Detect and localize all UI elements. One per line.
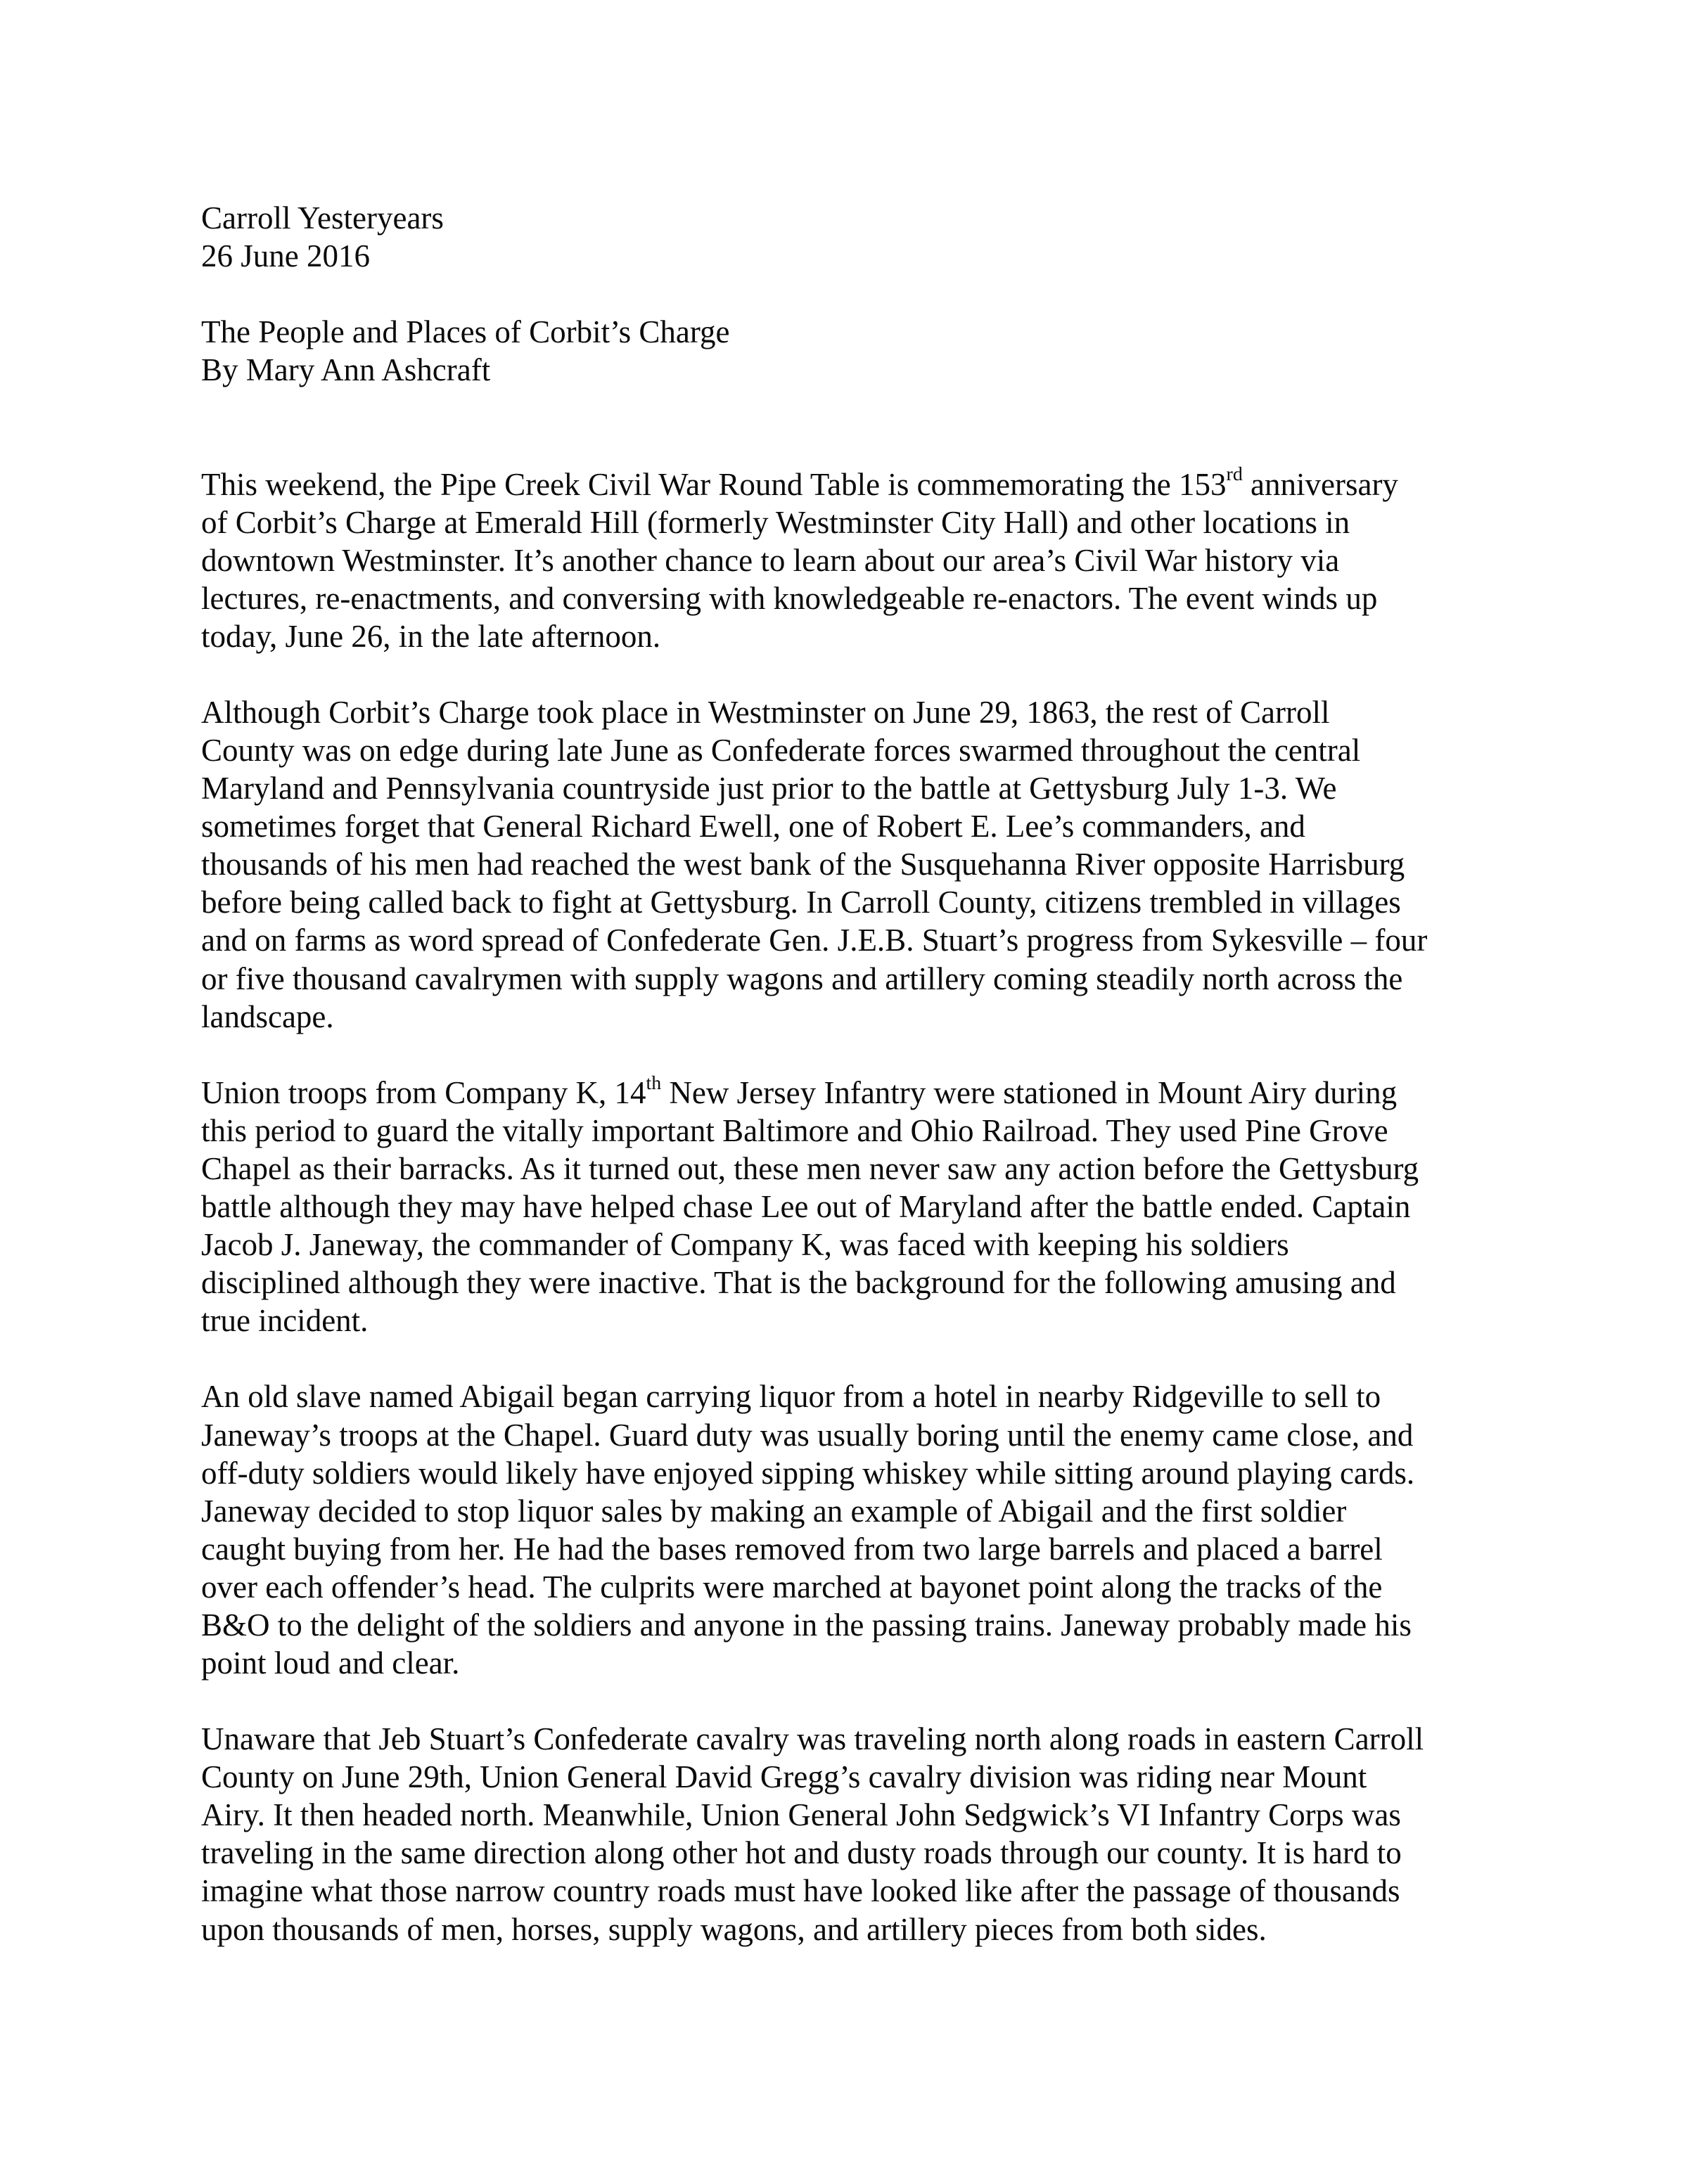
paragraph-3 <box>201 1074 1523 1340</box>
paragraph-line: thousands of his men had reached the west bank of the Susquehanna River opposite Harrisburg <box>201 847 1405 882</box>
paragraph-line: Maryland and Pennsylvania countryside just prior to the battle at Gettysburg July 1-3. We <box>201 771 1337 807</box>
column-name: Carroll Yesteryears <box>201 200 444 236</box>
paragraph-line <box>201 1074 1523 1112</box>
paragraph-line: Although Corbit’s Charge took place in Westminster on June 29, 1863, the rest of Carroll <box>201 695 1330 731</box>
paragraph-line: landscape. <box>201 998 334 1034</box>
paragraph-line: point loud and clear. <box>201 1645 460 1681</box>
paragraph-line: off-duty soldiers would likely have enjoyed sipping whiskey while sitting around playing cards. <box>201 1455 1415 1491</box>
paragraph-line: sometimes forget that General Richard Ewell, one of Robert E. Lee’s commanders, and <box>201 809 1305 844</box>
paragraph-line: Airy. It then headed north. Meanwhile, Union General John Sedgwick’s VI Infantry Corps was <box>201 1797 1401 1833</box>
paragraph-line: of Corbit’s Charge at Emerald Hill (formerly Westminster City Hall) and other locations in <box>201 504 1350 540</box>
paragraph-line: disciplined although they were inactive. That is the background for the following amusing and <box>201 1265 1396 1301</box>
paragraph-5 <box>201 1720 1523 1948</box>
article-title: The People and Places of Corbit’s Charge <box>201 314 730 350</box>
paragraph-line: Janeway’s troops at the Chapel. Guard duty was usually boring until the enemy came close, and <box>201 1417 1414 1453</box>
paragraph-line: battle although they may have helped chase Lee out of Maryland after the battle ended. Captain <box>201 1189 1411 1225</box>
paragraph-line: Unaware that Jeb Stuart’s Confederate cavalry was traveling north along roads in eastern Carroll <box>201 1721 1424 1757</box>
paragraph-2 <box>201 693 1523 1036</box>
paragraph-line: caught buying from her. He had the bases removed from two large barrels and placed a barrel <box>201 1531 1383 1567</box>
superscript-ordinal: th <box>646 1072 662 1094</box>
paragraph-line: Janeway decided to stop liquor sales by making an example of Abigail and the first soldier <box>201 1493 1347 1529</box>
paragraph-line: today, June 26, in the late afternoon. <box>201 618 661 654</box>
paragraph-line: County was on edge during late June as Confederate forces swarmed throughout the central <box>201 733 1361 769</box>
header-block <box>201 199 1523 275</box>
paragraph-line: over each offender’s head. The culprits were marched at bayonet point along the tracks of the <box>201 1569 1383 1605</box>
paragraph-line: this period to guard the vitally important Baltimore and Ohio Railroad. They used Pine Grove <box>201 1112 1388 1148</box>
paragraph-line: lectures, re-enactments, and conversing with knowledgeable re-enactors. The event winds up <box>201 580 1378 616</box>
paragraph-line: true incident. <box>201 1303 369 1339</box>
spacer <box>201 389 1523 427</box>
line-text: anniversary <box>1242 466 1398 502</box>
document-page <box>201 199 1523 1948</box>
paragraph-line: downtown Westminster. It’s another chance to learn about our area’s Civil War history via <box>201 542 1340 578</box>
paragraph-line: imagine what those narrow country roads must have looked like after the passage of thousands <box>201 1873 1400 1909</box>
byline: By Mary Ann Ashcraft <box>201 352 491 388</box>
paragraph-1 <box>201 465 1523 655</box>
line-text: Union troops from Company K, 14 <box>201 1074 646 1110</box>
paragraph-line: Chapel as their barracks. As it turned out, these men never saw any action before the Gettysburg <box>201 1150 1419 1186</box>
paragraph-line: or five thousand cavalrymen with supply wagons and artillery coming steadily north across the <box>201 961 1403 996</box>
title-block <box>201 313 1523 427</box>
paragraph-line: and on farms as word spread of Confederate Gen. J.E.B. Stuart’s progress from Sykesville – four <box>201 923 1428 958</box>
paragraph-line: traveling in the same direction along other hot and dusty roads through our county. It is hard to <box>201 1835 1402 1871</box>
publication-date: 26 June 2016 <box>201 238 370 274</box>
paragraph-4 <box>201 1377 1523 1682</box>
paragraph-line: An old slave named Abigail began carrying liquor from a hotel in nearby Ridgeville to sell to <box>201 1379 1381 1415</box>
superscript-ordinal: rd <box>1226 463 1243 486</box>
line-text: New Jersey Infantry were stationed in Mount Airy during <box>661 1074 1398 1110</box>
paragraph-line: before being called back to fight at Gettysburg. In Carroll County, citizens trembled in villages <box>201 885 1401 920</box>
line-text: This weekend, the Pipe Creek Civil War Round Table is commemorating the 153 <box>201 466 1227 502</box>
paragraph-line: Jacob J. Janeway, the commander of Company K, was faced with keeping his soldiers <box>201 1227 1289 1263</box>
paragraph-line <box>201 465 1523 503</box>
paragraph-line: County on June 29th, Union General David Gregg’s cavalry division was riding near Mount <box>201 1759 1367 1795</box>
paragraph-line: upon thousands of men, horses, supply wagons, and artillery pieces from both sides. <box>201 1911 1267 1947</box>
paragraph-line: B&O to the delight of the soldiers and anyone in the passing trains. Janeway probably made his <box>201 1607 1412 1643</box>
